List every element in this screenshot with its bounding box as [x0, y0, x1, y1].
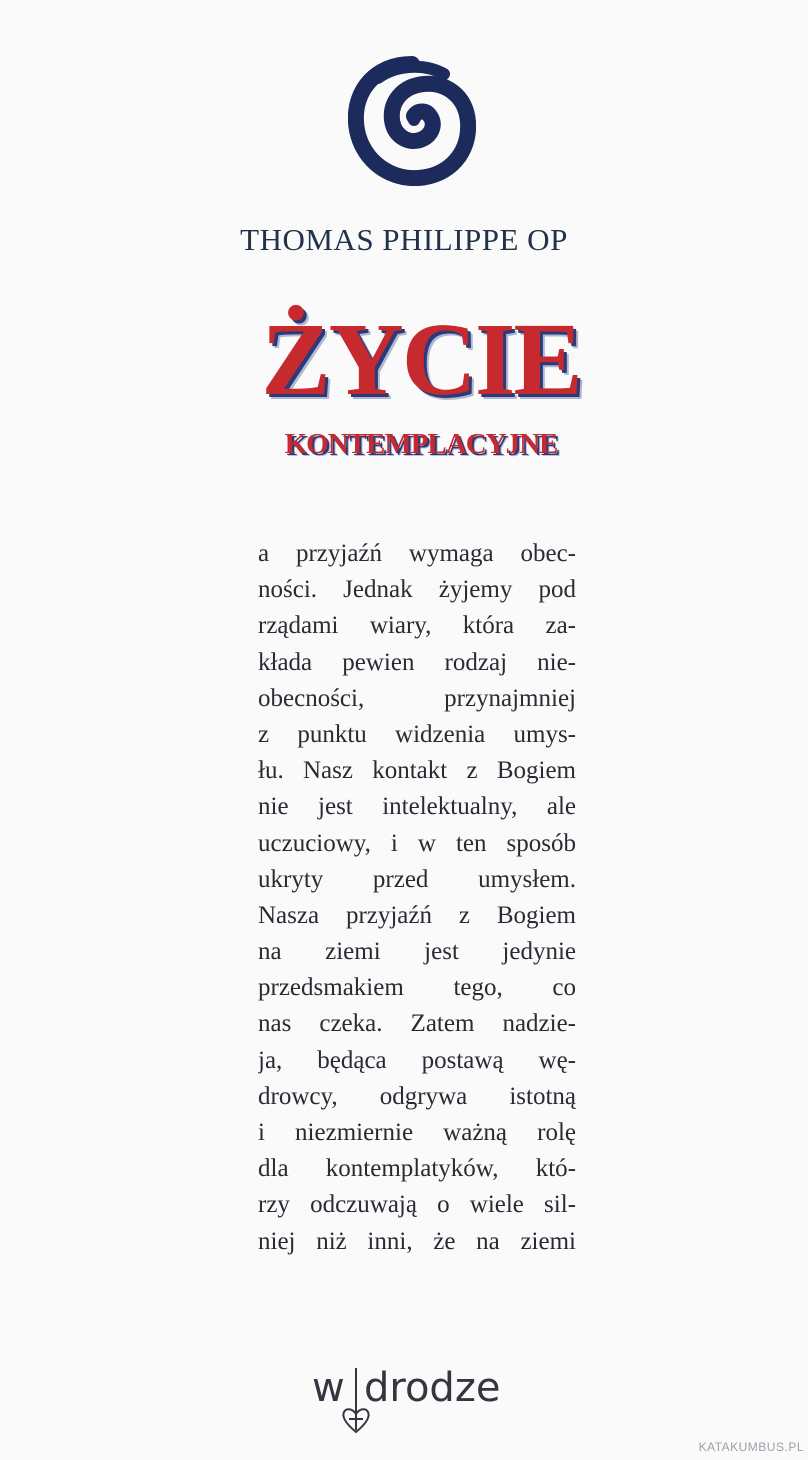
blurb-line: na ziemi jest jedynie: [258, 938, 576, 966]
title-subtitle: KONTEMPLACYJNE: [284, 428, 558, 460]
blurb-line: Nasza przyjaźń z Bogiem: [258, 901, 576, 929]
blurb-line: i niezmiernie ważną rolę: [258, 1119, 576, 1146]
blurb-line: rządami wiary, która za-: [258, 612, 576, 640]
blurb-line: uczuciowy, i w ten sposób: [258, 829, 576, 857]
blurb-line: przedsmakiem tego, co: [258, 974, 576, 1002]
watermark: KATAKUMBUS.PL: [698, 1440, 804, 1454]
blurb-line: nie jest intelektualny, ale: [258, 793, 576, 821]
blurb-line: z punktu widzenia umys-: [258, 720, 576, 748]
publisher-prefix: w: [312, 1365, 345, 1411]
spiral-rose-logo: [348, 56, 476, 186]
author-name: THOMAS PHILIPPE OP: [240, 222, 568, 257]
blurb-line: obecności, przynajmniej: [258, 684, 576, 712]
blurb-line: ności. Jednak żyjemy pod: [258, 576, 576, 604]
blurb-line: rzy odczuwają o wiele sil-: [258, 1191, 576, 1219]
blurb-line: ukryty przed umysłem.: [258, 865, 576, 893]
blurb-line: niej niż inni, że na ziemi: [258, 1227, 576, 1255]
title-main: ŻYCIE: [261, 302, 581, 417]
blurb-line: łu. Nasz kontakt z Bogiem: [258, 757, 576, 785]
publisher-logo: [312, 1362, 522, 1442]
publisher-name: drodze: [364, 1365, 501, 1411]
blurb-line: ja, będąca postawą wę-: [258, 1046, 576, 1074]
blurb-line: a przyjaźń wymaga obec-: [258, 540, 576, 567]
blurb-text: [258, 536, 576, 1260]
blurb-line: nas czeka. Zatem nadzie-: [258, 1010, 576, 1038]
blurb-line: dla kontemplatyków, któ-: [258, 1155, 576, 1183]
blurb-line: kłada pewien rodzaj nie-: [258, 648, 576, 676]
blurb-line: drowcy, odgrywa istotną: [258, 1082, 576, 1110]
book-title: [256, 302, 586, 478]
